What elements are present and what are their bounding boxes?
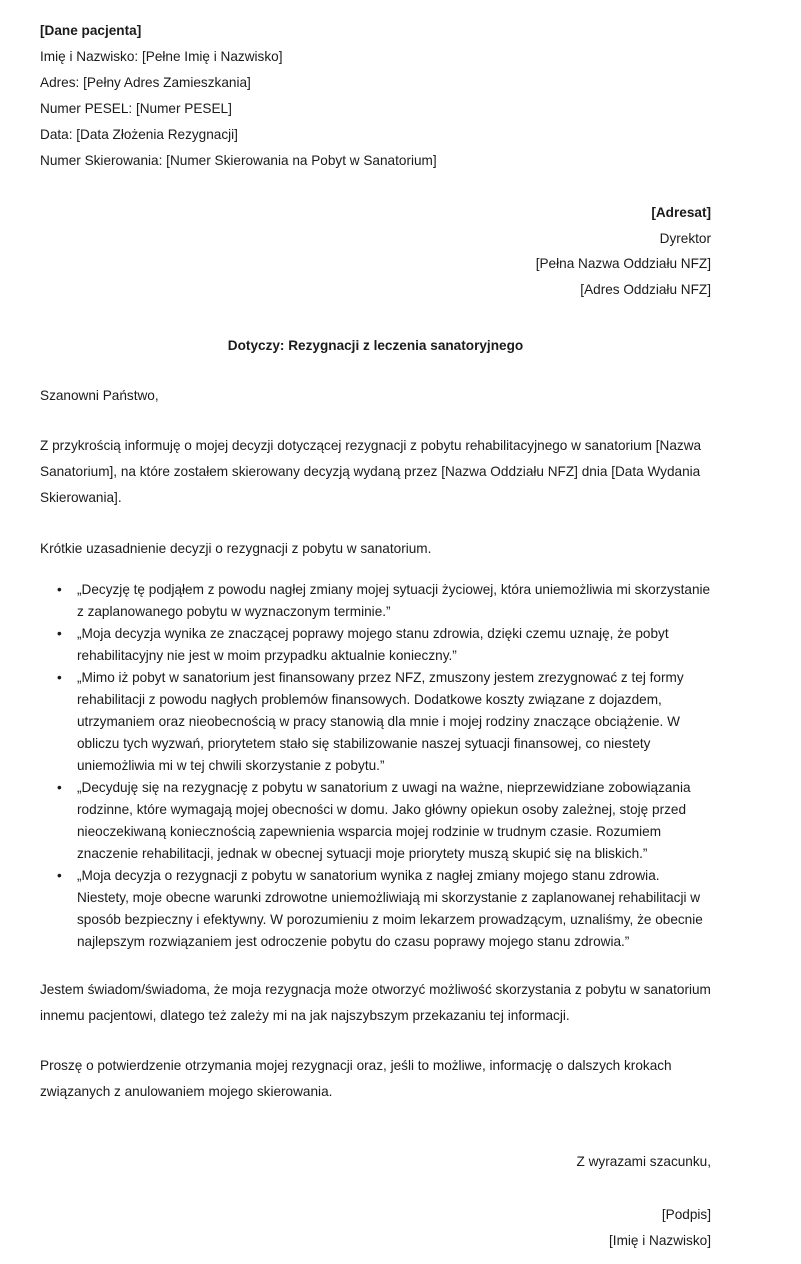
- patient-data-address-line: Adres: [Pełny Adres Zamieszkania]: [40, 75, 251, 90]
- patient-data-date-line: Data: [Data Złożenia Rezygnacji]: [40, 127, 238, 142]
- intro-paragraph: Z przykrością informuję o mojej decyzji dotyczącej rezygnacji z pobytu rehabilitacyjnego w sanatorium [Nazwa Sanatorium], na które zostałem skierowany decyzją wydaną przez [Nazwa Oddziału NFZ] dnia [Data Wydania Skierowania].: [40, 438, 702, 505]
- patient-data-heading: [Dane pacjenta]: [40, 23, 142, 38]
- valediction-block: [40, 1149, 711, 1175]
- addressee-branch-name-line: [Pełna Nazwa Oddziału NFZ]: [535, 256, 711, 271]
- list-item: [40, 865, 711, 953]
- list-item: [40, 579, 711, 623]
- closing-paragraph-confirmation-request: Proszę o potwierdzenie otrzymania mojej rezygnacji oraz, jeśli to możliwe, informację o dalszych krokach związanych z anulowaniem mojego skierowania.: [40, 1058, 672, 1099]
- salutation: Szanowni Państwo,: [40, 388, 159, 403]
- list-item-text: „Moja decyzja o rezygnacji z pobytu w sanatorium wynika z nagłej zmiany mojego stanu zdrowia. Niestety, moje obecne warunki zdrowotne uniemożliwiają mi skorzystanie z zaplanowanej rehabilitacji w sposób bezpieczny i efektywny. W porozumieniu z moim lekarzem prowadzącym, uznaliśmy, że obecnie najlepszym rozwiązaniem jest odroczenie pobytu do czasu poprawy mojego stanu zdrowia.”: [77, 868, 703, 949]
- addressee-section: [40, 200, 711, 302]
- list-item-text: „Moja decyzja wynika ze znaczącej poprawy mojego stanu zdrowia, dzięki czemu uznaję, że pobyt rehabilitacyjny nie jest w moim przypadku aktualnie konieczny.”: [77, 626, 669, 663]
- bullet-point-icon: •: [57, 626, 62, 641]
- list-item-text: „Mimo iż pobyt w sanatorium jest finansowany przez NFZ, zmuszony jestem zrezygnować z tej formy rehabilitacji z powodu nagłych problemów finansowych. Dodatkowe koszty związane z dojazdem, utrzymaniem oraz nieobecnością w pracy stanowią dla mnie i mojej rodziny znaczące obciążenie. W obliczu tych wyzwań, priorytetem stało się stabilizowanie naszej sytuacji finansowej, co niestety uniemożliwia mi w tej chwili skorzystanie z pobytu.”: [77, 670, 684, 773]
- bullet-point-icon: •: [57, 670, 62, 685]
- patient-data-section: [40, 14, 711, 174]
- signature-placeholder: [Podpis]: [661, 1207, 711, 1222]
- signature-block: [40, 1202, 711, 1254]
- reasons-list: [40, 579, 711, 953]
- subject-line: Dotyczy: Rezygnacji z leczenia sanatoryjnego: [227, 338, 524, 353]
- list-item-text: „Decyduję się na rezygnację z pobytu w sanatorium z uwagi na ważne, nieprzewidziane zobowiązania rodzinne, które wymagają mojej obecności w domu. Jako główny opiekun osoby zależnej, stoję przed nieoczekiwaną koniecznością zapewnienia wsparcia mojej rodzinie w trudnym czasie. Rozumiem znaczenie rehabilitacji, jednak w obecnej sytuacji moje priorytety muszą skupić się na bliskich.”: [77, 780, 691, 861]
- list-item: [40, 623, 711, 667]
- list-item-text: „Decyzję tę podjąłem z powodu nagłej zmiany mojej sytuacji życiowej, która uniemożliwia mi skorzystanie z zaplanowanego pobytu w wyznaczonym terminie.”: [77, 582, 711, 619]
- addressee-branch-address-line: [Adres Oddziału NFZ]: [580, 281, 711, 297]
- reasons-intro-paragraph: Krótkie uzasadnienie decyzji o rezygnacji z pobytu w sanatorium.: [40, 541, 432, 556]
- patient-data-referral-number-line: Numer Skierowania: [Numer Skierowania na Pobyt w Sanatorium]: [40, 153, 437, 168]
- addressee-role-line: Dyrektor: [659, 230, 711, 246]
- patient-data-pesel-line: Numer PESEL: [Numer PESEL]: [40, 101, 232, 116]
- closing-paragraph-availability: Jestem świadom/świadoma, że moja rezygnacja może otworzyć możliwość skorzystania z pobytu w sanatorium innemu pacjentowi, dlatego też zależy mi na jak najszybszym przekazaniu tej informacji.: [40, 982, 711, 1023]
- bullet-point-icon: •: [57, 868, 62, 883]
- addressee-heading: [Adresat]: [651, 205, 711, 220]
- bullet-point-icon: •: [57, 582, 62, 597]
- patient-data-name-line: Imię i Nazwisko: [Pełne Imię i Nazwisko]: [40, 49, 283, 64]
- document-content: [40, 14, 711, 1254]
- bullet-point-icon: •: [57, 780, 62, 795]
- list-item: [40, 667, 711, 777]
- list-item: [40, 777, 711, 865]
- valediction-text: Z wyrazami szacunku,: [576, 1154, 711, 1169]
- signature-name-placeholder: [Imię i Nazwisko]: [609, 1233, 711, 1248]
